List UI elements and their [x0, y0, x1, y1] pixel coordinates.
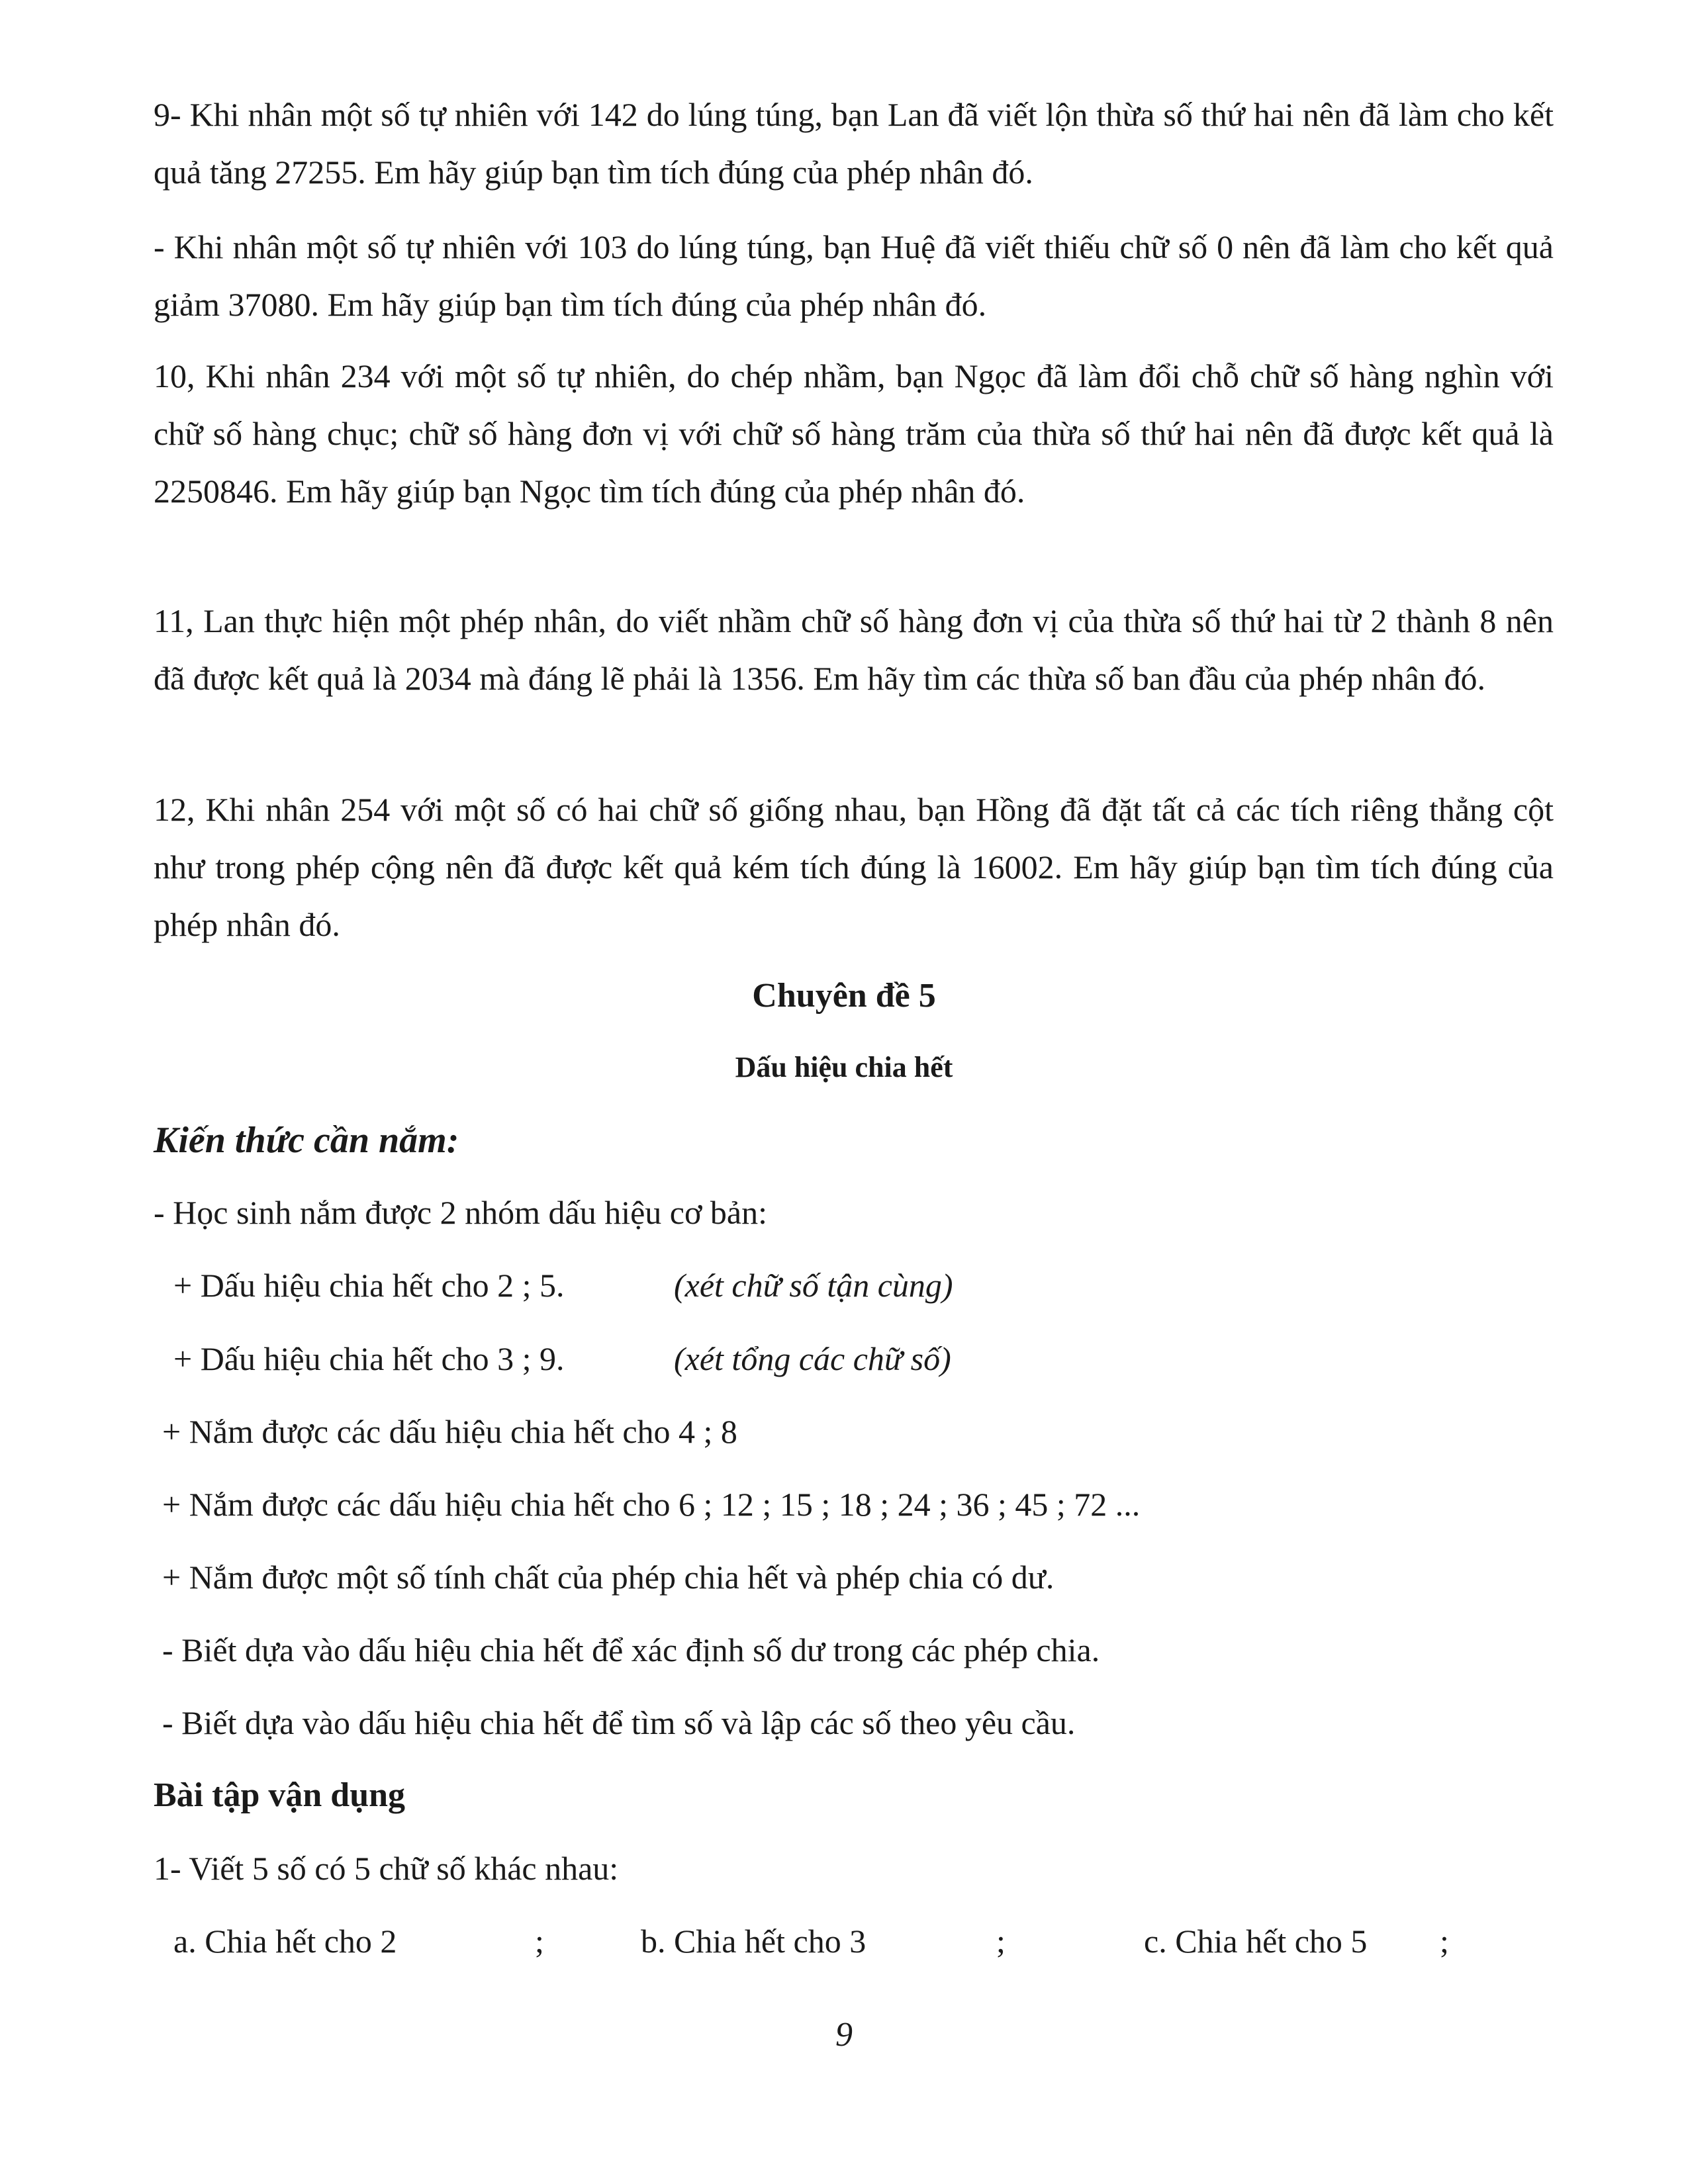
rule-2-5 — [173, 1265, 565, 1305]
rule-3-9-note: (xét tổng các chữ số) — [674, 1340, 951, 1377]
rule-3-9-text: + Dấu hiệu chia hết cho 3 ; 9. — [173, 1340, 565, 1377]
exercise-1a: a. Chia hết cho 2 — [173, 1923, 397, 1960]
exercise-10: 10, Khi nhân 234 với một số tự nhiên, do chép nhầm, bạn Ngọc đã làm đổi chỗ chữ số hàng nghìn với chữ số hàng chục; chữ số hàng đơn vị với chữ số hàng trăm của thừa số thứ hai nên đã được kết quả là 2250846. Em hãy giúp bạn Ngọc tìm tích đúng của phép nhân đó. — [154, 357, 1554, 510]
knowledge-item-composite: + Nắm được các dấu hiệu chia hết cho 6 ; 12 ; 15 ; 18 ; 24 ; 36 ; 45 ; 72 ... — [162, 1486, 1141, 1523]
chapter-title: Chuyên đề 5 — [752, 977, 936, 1015]
exercise-1: 1- Viết 5 số có 5 chữ số khác nhau: — [154, 1850, 619, 1887]
rule-2-5-note: (xét chữ số tận cùng) — [674, 1267, 953, 1304]
separator-2: ; — [996, 1923, 1006, 1960]
knowledge-intro: - Học sinh nắm được 2 nhóm dấu hiệu cơ bản: — [154, 1194, 768, 1231]
exercise-1c: c. Chia hết cho 5 — [1144, 1923, 1368, 1960]
knowledge-item-remainder: - Biết dựa vào dấu hiệu chia hết để xác định số dư trong các phép chia. — [162, 1631, 1100, 1668]
separator-1: ; — [535, 1923, 544, 1960]
exercise-1b: b. Chia hết cho 3 — [641, 1923, 867, 1960]
exercise-9: 9- Khi nhân một số tự nhiên với 142 do lúng túng, bạn Lan đã viết lộn thừa số thứ hai nên đã làm cho kết quả tăng 27255. Em hãy giúp bạn tìm tích đúng của phép nhân đó. — [154, 96, 1554, 191]
chapter-subtitle: Dấu hiệu chia hết — [735, 1051, 953, 1083]
exercise-11: 11, Lan thực hiện một phép nhân, do viết nhầm chữ số hàng đơn vị của thừa số thứ hai từ 2 thành 8 nên đã được kết quả là 2034 mà đáng lẽ phải là 1356. Em hãy tìm các thừa số ban đầu của phép nhân đó. — [154, 602, 1554, 697]
knowledge-item-4-8: + Nắm được các dấu hiệu chia hết cho 4 ; 8 — [162, 1413, 737, 1450]
separator-3: ; — [1440, 1923, 1449, 1960]
rule-3-9 — [173, 1339, 565, 1379]
knowledge-item-find-numbers: - Biết dựa vào dấu hiệu chia hết để tìm số và lập các số theo yêu cầu. — [162, 1704, 1076, 1741]
exercises-heading: Bài tập vận dụng — [154, 1776, 406, 1814]
exercise-9-variant: - Khi nhân một số tự nhiên với 103 do lúng túng, bạn Huệ đã viết thiếu chữ số 0 nên đã làm cho kết quả giảm 37080. Em hãy giúp bạn tìm tích đúng của phép nhân đó. — [154, 228, 1554, 323]
exercise-12: 12, Khi nhân 254 với một số có hai chữ số giống nhau, bạn Hồng đã đặt tất cả các tích riêng thẳng cột như trong phép cộng nên đã được kết quả kém tích đúng là 16002. Em hãy giúp bạn tìm tích đúng của phép nhân đó. — [154, 791, 1554, 943]
page-number: 9 — [835, 2016, 853, 2054]
knowledge-item-properties: + Nắm được một số tính chất của phép chia hết và phép chia có dư. — [162, 1559, 1055, 1596]
knowledge-heading: Kiến thức cần nắm: — [154, 1120, 459, 1161]
rule-2-5-text: + Dấu hiệu chia hết cho 2 ; 5. — [173, 1267, 565, 1304]
